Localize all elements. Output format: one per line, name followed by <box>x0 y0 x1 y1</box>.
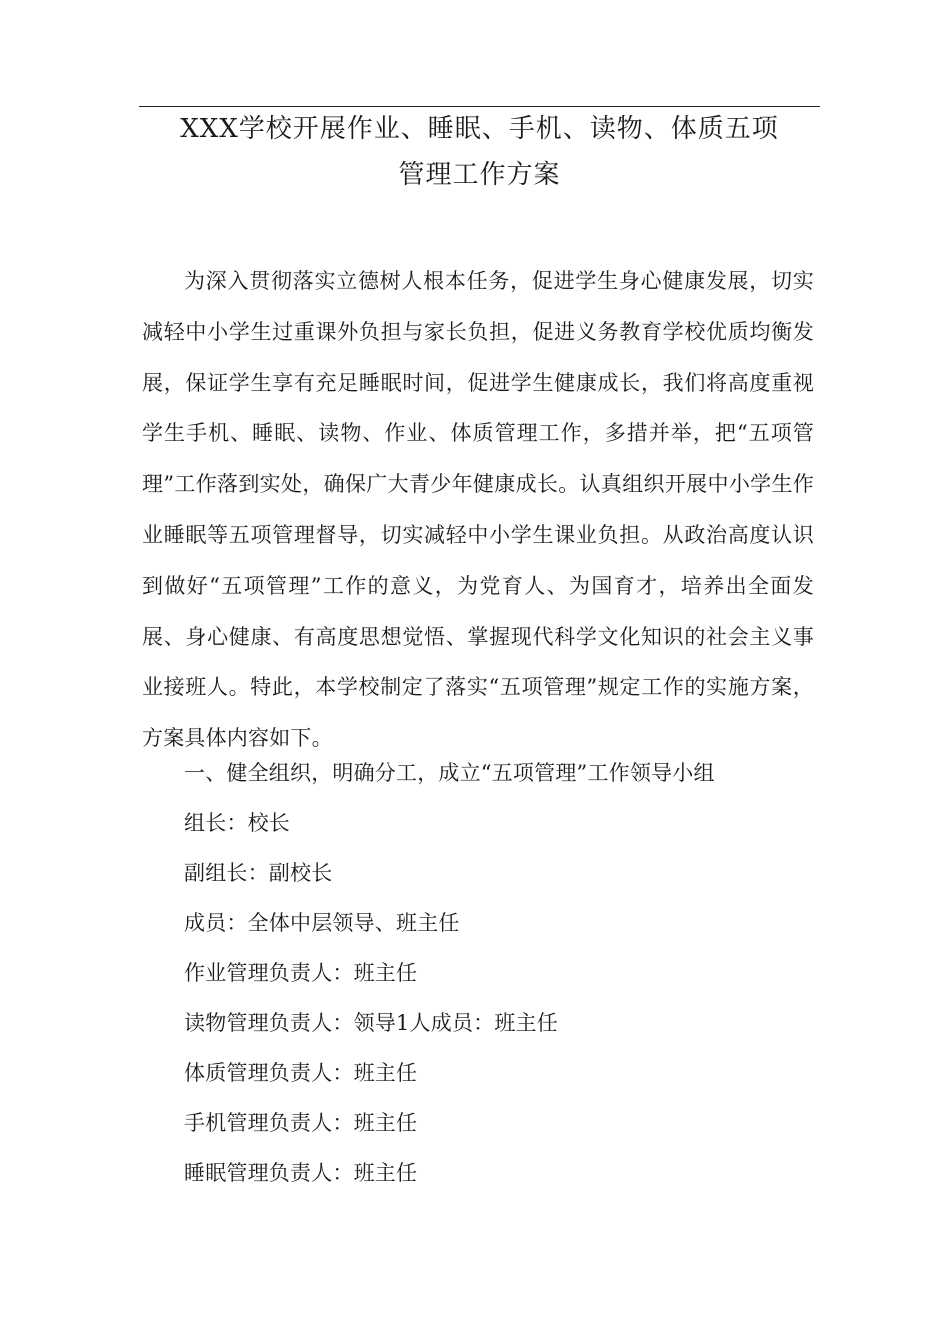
list-item: 睡眠管理负责人：班主任 <box>184 1161 418 1185</box>
list-item: 手机管理负责人：班主任 <box>184 1111 418 1135</box>
section-heading: 一、健全组织，明确分工，成立“五项管理”工作领导小组 <box>184 761 715 785</box>
leadership-group-list <box>184 748 814 1198</box>
intro-paragraph: 为深入贯彻落实立德树人根本任务，促进学生身心健康发展，切实减轻中小学生过重课外负担与家长负担，促进义务教育学校优质均衡发展，保证学生享有充足睡眠时间，促进学生健康成长，我们将高度重视学生手机、睡眠、读物、作业、体质管理工作，多措并举，把“五项管理”工作落到实处，确保广大青少年健康成长。认真组织开展中小学生作业睡眠等五项管理督导，切实减轻中小学生课业负担。从政治高度认识到做好“五项管理”工作的意义，为党育人、为国育才，培养出全面发展、身心健康、有高度思想觉悟、掌握现代科学文化知识的社会主义事业接班人。特此，本学校制定了落实“五项管理”规定工作的实施方案，方案具体内容如下。 <box>142 269 814 751</box>
list-item: 读物管理负责人：领导1人成员：班主任 <box>184 1011 558 1035</box>
header-rule <box>139 106 820 107</box>
list-item: 组长：校长 <box>184 811 290 835</box>
list-item: 副组长：副校长 <box>184 861 333 885</box>
document-title-line-2: 管理工作方案 <box>398 160 561 190</box>
list-item: 作业管理负责人：班主任 <box>184 961 418 985</box>
list-item: 体质管理负责人：班主任 <box>184 1061 418 1085</box>
list-item: 成员：全体中层领导、班主任 <box>184 911 460 935</box>
document-title-line-1: XXX学校开展作业、睡眠、手机、读物、体质五项 <box>180 114 779 144</box>
